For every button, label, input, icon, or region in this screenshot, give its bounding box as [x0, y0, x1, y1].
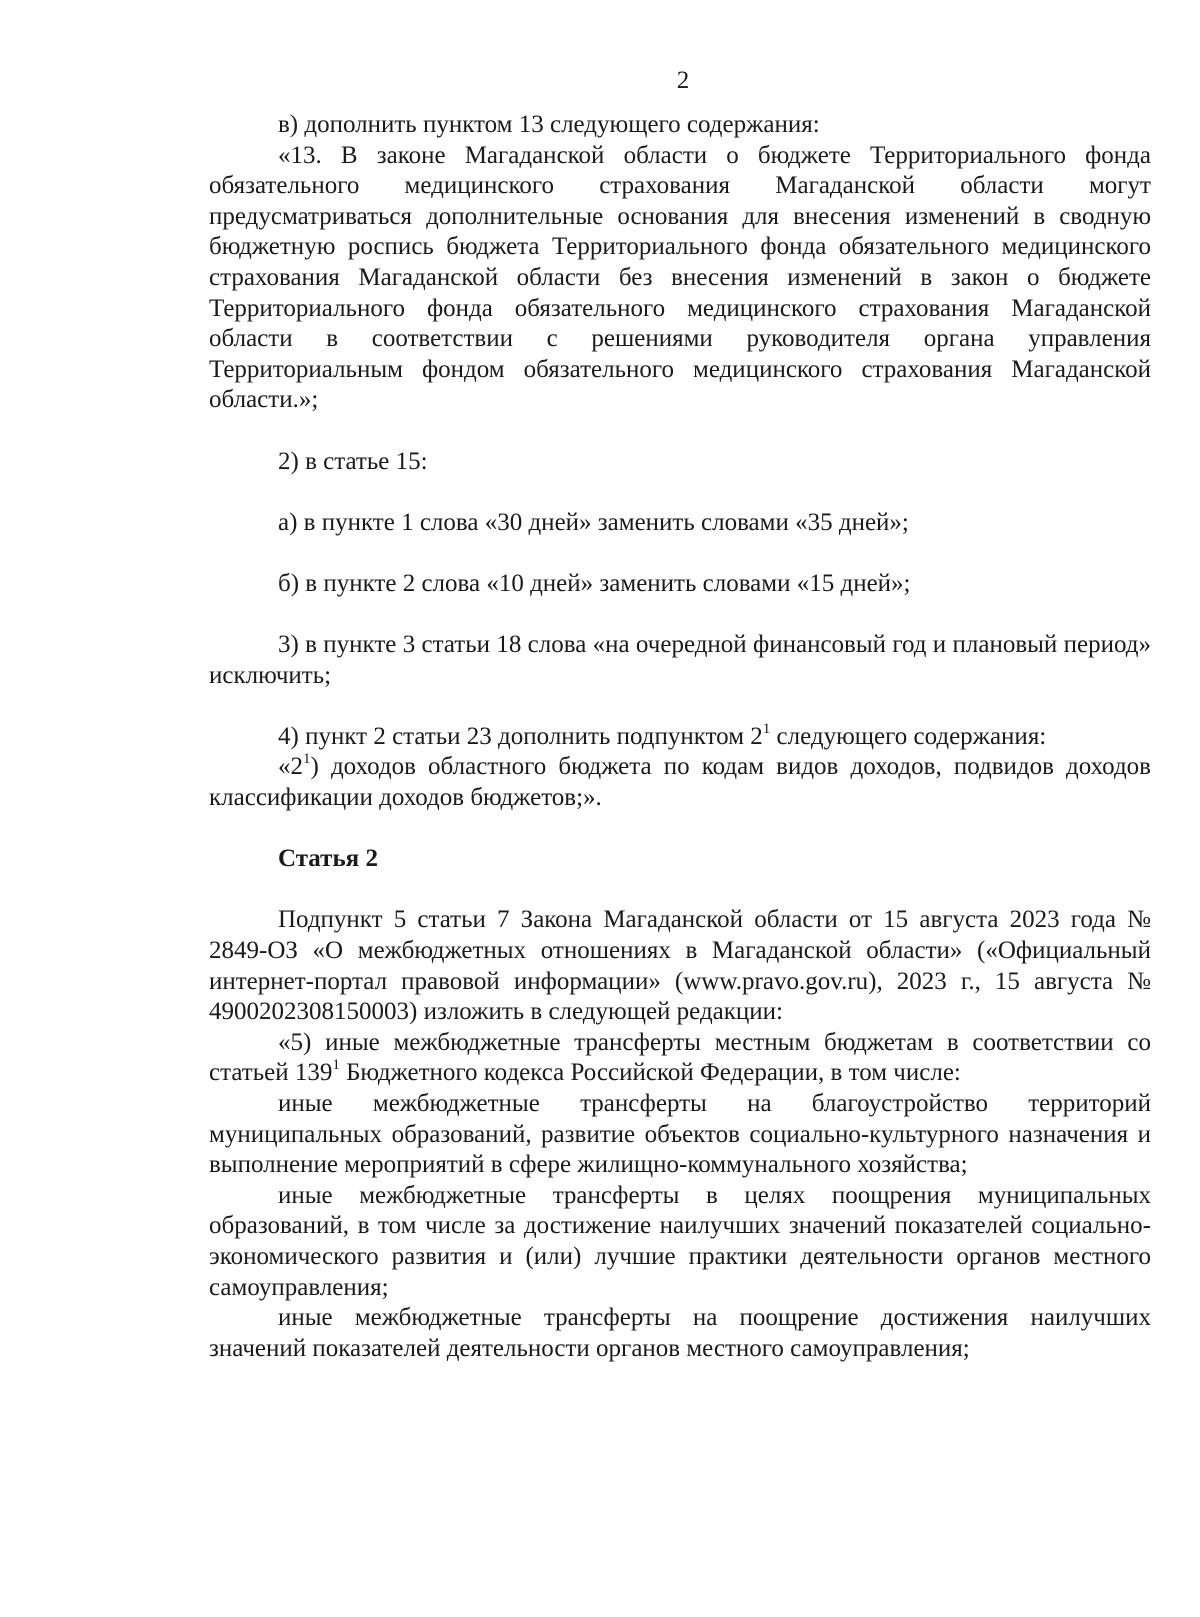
document-page — [209, 66, 1151, 1364]
paragraph-gap — [209, 875, 1151, 906]
text-run: «2 — [278, 753, 303, 781]
paragraph-subpoint-2-1 — [209, 752, 1151, 813]
text-run: ) доходов областного бюджета по кодам видов доходов, подвидов доходов классификации доходов бюджетов;». — [209, 753, 1151, 812]
text-run: Бюджетного кодекса Российской Федерации, в том числе: — [339, 1059, 961, 1087]
paragraph-article-2-intro: Подпункт 5 статьи 7 Закона Магаданской области от 15 августа 2023 года № 2849-ОЗ «О межбюджетных отношениях в Магаданской области» («Официальный интернет-портал правовой информации» (www.pravo.gov.ru), 2023 г., 15 августа № 4900202308150003) изложить в следующей редакции: — [209, 906, 1151, 1026]
paragraph-amend-point-13-intro: в) дополнить пунктом 13 следующего содержания: — [278, 111, 820, 138]
paragraph-transfers-best-values: иные межбюджетные трансферты на поощрение достижения наилучших значений показателей деятельности органов местного самоуправления; — [209, 1304, 1151, 1362]
paragraph-article-15-a: а) в пункте 1 слова «30 дней» заменить словами «35 дней»; — [278, 508, 909, 536]
paragraph-point-13-text: «13. В законе Магаданской области о бюджете Территориального фонда обязательного медицинского страхования Магаданской области могут предусматриваться дополнительные основания для внесения изменений в сводную бюджетную роспись бюджета Территориального фонда обязательного медицинского страхования Магаданской области без внесения изменений в закон о бюджете Территориального фонда обязательного медицинского страхования Магаданской области в соответствии с решениями руководителя органа управления Территориальным фондом обязательного медицинского страхования Магаданской области.»; — [209, 141, 1151, 414]
paragraph-gap — [209, 538, 1151, 569]
page-number: 2 — [676, 67, 690, 94]
article-2-heading: Статья 2 — [278, 845, 378, 873]
paragraph-article-15-b: б) в пункте 2 слова «10 дней» заменить словами «15 дней»; — [278, 569, 911, 597]
paragraph-gap — [209, 477, 1151, 508]
paragraph-gap — [209, 814, 1151, 845]
paragraph-transfers-encouragement: иные межбюджетные трансферты в целях поощрения муниципальных образований, в том числе за достижение наилучших значений показателей социально-экономического развития и (или) лучшие практики деятельности органов местного самоуправления; — [209, 1181, 1151, 1301]
paragraph-transfers-landscaping: иные межбюджетные трансферты на благоустройство территорий муниципальных образований, развитие объектов социально-культурного назначения и выполнение мероприятий в сфере жилищно-коммунального хозяйства; — [209, 1090, 1151, 1179]
text-run: 4) пункт 2 статьи 23 дополнить подпунктом 2 — [278, 722, 763, 750]
paragraph-gap — [209, 691, 1151, 722]
superscript: 1 — [303, 751, 311, 768]
paragraph-article-23-intro — [209, 722, 1151, 753]
superscript: 1 — [332, 1057, 340, 1074]
paragraph-gap — [209, 600, 1151, 631]
paragraph-subpoint-5 — [209, 1028, 1151, 1089]
paragraph-article-18: 3) в пункте 3 статьи 18 слова «на очередной финансовый год и плановый период» исключить; — [209, 631, 1151, 689]
paragraph-article-15-intro: 2) в статье 15: — [278, 447, 428, 475]
paragraph-gap — [209, 416, 1151, 447]
superscript: 1 — [762, 720, 771, 737]
text-run: следующего содержания: — [770, 722, 1047, 750]
text-run: «5) иные межбюджетные трансферты местным бюджетам в соответствии со статьей 139 — [209, 1028, 1151, 1087]
